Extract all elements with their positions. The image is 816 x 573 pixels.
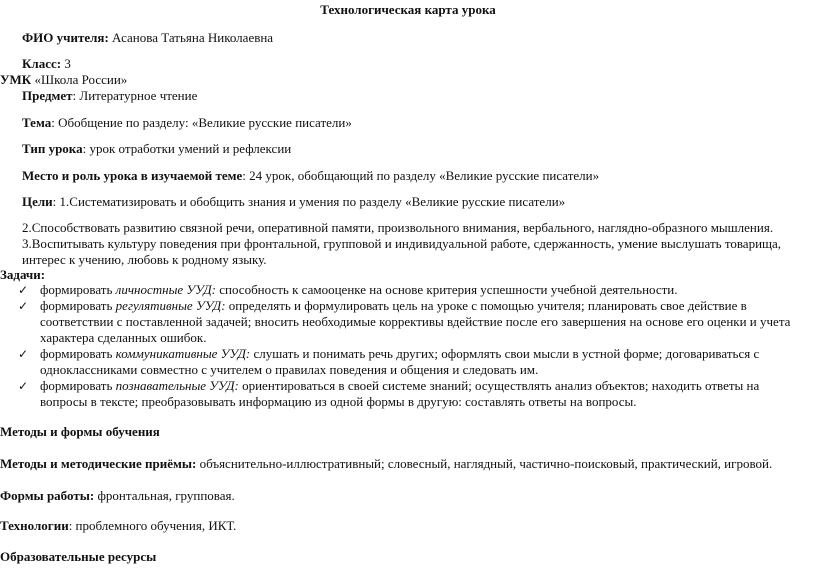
place-role-value: : 24 урок, обобщающий по разделу «Великие русские писатели» — [242, 168, 600, 183]
task-prefix: формировать — [40, 378, 116, 393]
technologies-label: Технологии — [0, 518, 69, 533]
task-text-continued: соответствии с поставленной задачей; вносить необходимые коррективы вдействие после его завершения на основе его оценки и учета — [40, 314, 791, 329]
work-forms-value: фронтальная, групповая. — [94, 488, 235, 503]
grade-value: 3 — [61, 56, 71, 71]
task-text-continued: одноклассниками совместно с учителем о правилах поведения и общения и следовать им. — [40, 362, 539, 377]
place-role-line — [22, 168, 599, 184]
teacher-label: ФИО учителя: — [22, 30, 109, 45]
task-text: способность к самооценке на основе критерия успешности учебной деятельности. — [216, 282, 678, 297]
goals-line-2: 2.Способствовать развитию связной речи, оперативной памяти, произвольного внимания, вербального, наглядно-образного мышления. — [22, 220, 774, 235]
technologies-value: : проблемного обучения, ИКТ. — [68, 518, 237, 533]
work-forms-label: Формы работы: — [0, 488, 95, 503]
task-kind: познавательные УУД: — [115, 378, 239, 393]
task-kind: коммуникативные УУД: — [115, 346, 251, 361]
goals-line-3: 3.Воспитывать культуру поведения при фронтальной, групповой и индивидуальной работе, сдержанность, умение выслушать товарища, — [22, 236, 782, 251]
resources-heading: Образовательные ресурсы — [0, 549, 157, 564]
technologies-line — [0, 518, 236, 534]
task-prefix: формировать — [40, 282, 116, 297]
task-text: ориентироваться в своей системе знаний; осуществлять анализ объектов; находить ответы на — [238, 378, 760, 393]
task-item-communicative — [40, 346, 759, 362]
task-item-regulative — [40, 298, 747, 314]
task-kind: регулятивные УУД: — [115, 298, 226, 313]
topic-line — [22, 115, 352, 131]
methods-line — [0, 456, 772, 472]
lesson-type-line — [22, 141, 291, 157]
lesson-type-label: Тип урока — [22, 141, 83, 156]
lesson-type-value: : урок отработки умений и рефлексии — [82, 141, 292, 156]
work-forms-line — [0, 488, 235, 504]
topic-label: Тема — [22, 115, 52, 130]
check-icon: ✓ — [18, 379, 29, 393]
goals-text-1: : 1.Систематизировать и обобщить знания и умения по разделу «Великие русские писатели» — [52, 194, 566, 209]
subject-value: : Литературное чтение — [72, 88, 198, 103]
grade-line — [22, 56, 71, 72]
task-text: слушать и понимать речь других; оформлять свои мысли в устной форме; договариваться с — [250, 346, 760, 361]
subject-line — [22, 88, 197, 104]
check-icon: ✓ — [18, 347, 29, 361]
goals-label: Цели — [22, 194, 53, 209]
tasks-heading: Задачи: — [0, 267, 46, 282]
task-kind: личностные УУД: — [115, 282, 216, 297]
task-text-continued: вопросы в тексте; преобразовывать информацию из одной формы в другую: составлять ответы на вопросы. — [40, 394, 637, 409]
check-icon: ✓ — [18, 283, 29, 297]
methods-label: Методы и методические приёмы: — [0, 456, 197, 471]
check-icon: ✓ — [18, 299, 29, 313]
grade-label: Класс: — [22, 56, 62, 71]
task-item-personal — [40, 282, 678, 298]
goals-line-4: интерес к учению, любовь к родному языку. — [22, 252, 267, 267]
umk-label: УМК — [0, 72, 32, 87]
task-prefix: формировать — [40, 346, 116, 361]
teacher-line — [22, 30, 273, 46]
umk-line — [0, 72, 127, 88]
task-item-cognitive — [40, 378, 759, 394]
task-prefix: формировать — [40, 298, 116, 313]
document-title: Технологическая карта урока — [320, 2, 496, 17]
place-role-label: Место и роль урока в изучаемой теме — [22, 168, 243, 183]
goals-line-1 — [22, 194, 565, 210]
task-text: определять и формулировать цель на уроке с помощью учителя; планировать свое действие в — [225, 298, 747, 313]
umk-value: «Школа России» — [31, 72, 128, 87]
methods-value: объяснительно-иллюстративный; словесный, наглядный, частично-поисковый, практический, игровой. — [196, 456, 773, 471]
task-text-continued: характера сделанных ошибок. — [40, 330, 207, 345]
methods-forms-heading: Методы и формы обучения — [0, 424, 160, 439]
topic-value: : Обобщение по разделу: «Великие русские писатели» — [51, 115, 352, 130]
subject-label: Предмет — [22, 88, 73, 103]
teacher-value: Асанова Татьяна Николаевна — [108, 30, 274, 45]
